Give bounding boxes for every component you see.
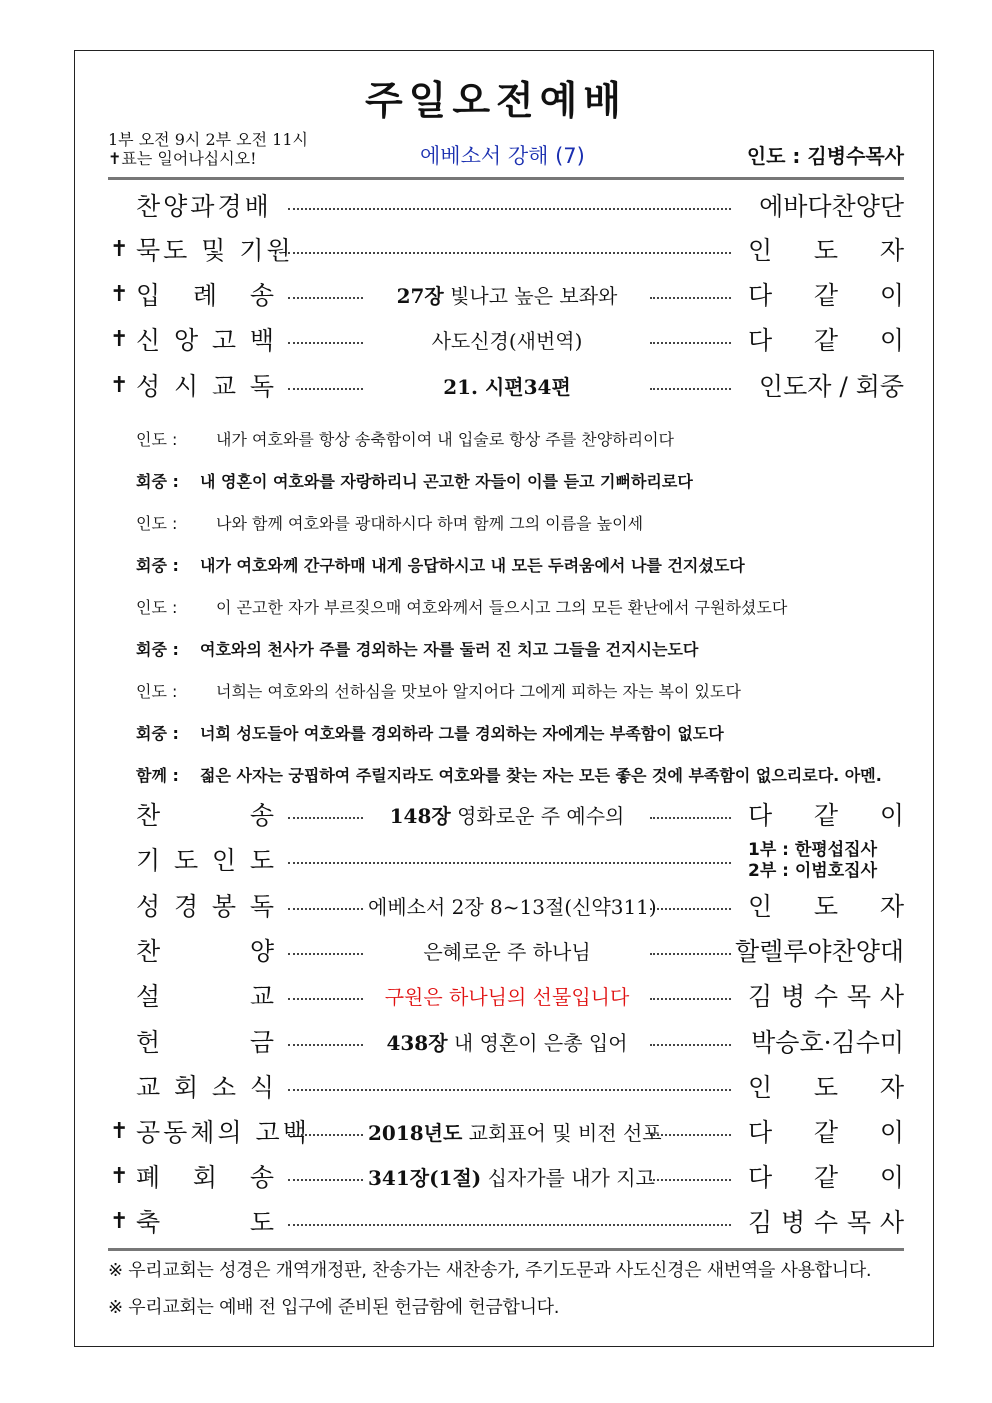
cross-icon: ✝ [110, 373, 129, 398]
reading-text: 내가 여호와께 간구하매 내게 응답하시고 내 모든 두려움에서 나를 건지셨도다 [200, 556, 745, 575]
reading-text: 너희 성도들아 여호와를 경외하라 그를 경외하는 자에게는 부족함이 없도다 [200, 724, 724, 743]
cross-icon: ✝ [110, 1119, 129, 1144]
dot-leader-right [650, 388, 731, 390]
responder-part: 인 [748, 1073, 773, 1102]
order-item-label [136, 801, 274, 831]
label-part: 묵도 및 기원 [136, 236, 294, 265]
order-item-label [136, 236, 294, 266]
dot-leader-right [650, 1044, 731, 1046]
order-item-label [136, 937, 274, 967]
dot-leader-left [288, 1179, 363, 1181]
dot-leader-left [288, 388, 363, 390]
footer-note-offering: ※ 우리교회는 예배 전 입구에 준비된 헌금함에 헌금합니다. [108, 1297, 560, 1318]
reading-speaker: 인도 : [136, 598, 178, 617]
order-row [0, 188, 992, 228]
responder-part: 자 [879, 892, 904, 921]
page-title: 주일오전예배 [364, 79, 628, 124]
reading-text: 내 영혼이 여호와를 자랑하리니 곤고한 자들이 이를 듣고 기뻐하리로다 [200, 472, 693, 491]
responder-part: 사 [879, 982, 904, 1011]
order-item-responder [748, 982, 904, 1012]
responsive-reading-line [136, 711, 896, 751]
dot-leader [288, 208, 731, 210]
order-row [0, 933, 992, 973]
order-item-label [136, 1028, 274, 1058]
content-text: 은혜로운 주 하나님 [423, 940, 591, 964]
label-part: 설 [136, 982, 161, 1011]
reading-text: 여호와의 천사가 주를 경외하는 자를 둘러 진 치고 그들을 건지시는도다 [200, 640, 699, 659]
responder-line: 1부 : 한평섭집사 [748, 840, 877, 860]
order-row [0, 368, 992, 408]
responsive-reading-line [136, 459, 896, 499]
hymn-number: 27장 [396, 284, 444, 308]
responder-part: 인도자 / 회중 [758, 372, 904, 401]
content-text: 교회표어 및 비전 선포 [462, 1121, 662, 1145]
label-part: 기 [136, 846, 161, 875]
responder-part: 이 [879, 281, 904, 310]
order-row [0, 842, 992, 882]
responder-part: 에바다찬양단 [759, 192, 904, 221]
responsive-reading-line [136, 543, 896, 583]
label-part: 례 [192, 281, 218, 310]
order-item-responder [748, 1208, 904, 1238]
label-part: 회 [192, 1163, 218, 1192]
order-item-label [136, 372, 274, 402]
reading-speaker: 회중 : [136, 556, 179, 575]
label-part: 폐 [136, 1163, 161, 1192]
responder-part: 같 [813, 326, 839, 355]
order-row [0, 1204, 992, 1244]
label-part: 축 [136, 1208, 161, 1237]
label-part: 송 [249, 281, 274, 310]
order-item-label [136, 326, 274, 356]
order-item-label [136, 1073, 274, 1103]
order-item-content [368, 894, 657, 920]
responder-part: 사 [879, 1208, 904, 1237]
responder-part: 다 [748, 1163, 773, 1192]
responsive-reading-line [136, 585, 896, 625]
responder-part: 다 [748, 326, 773, 355]
responder-part: 인 [748, 892, 773, 921]
content-text: 사도신경(새번역) [431, 329, 583, 353]
dot-leader-right [650, 908, 731, 910]
label-part: 도 [249, 846, 274, 875]
responder-part: 박승호·김수미 [751, 1028, 904, 1057]
reading-speaker: 인도 : [136, 430, 178, 449]
label-part: 금 [249, 1028, 274, 1057]
order-item-responder [734, 937, 904, 967]
label-part: 입 [136, 281, 161, 310]
order-item-label [136, 892, 274, 922]
reading-speaker: 인도 : [136, 514, 178, 533]
order-item-label [136, 1163, 274, 1193]
reading-text: 이 곤고한 자가 부르짖으매 여호와께서 들으시고 그의 모든 환난에서 구원하셨도다 [216, 598, 788, 617]
order-item-responder [748, 236, 904, 266]
responder-part: 같 [813, 1118, 839, 1147]
top-divider [108, 177, 904, 180]
label-part: 독 [249, 372, 274, 401]
dot-leader-right [650, 342, 731, 344]
order-item-responder [748, 192, 904, 222]
dot-leader-right [650, 297, 731, 299]
standing-note: ✝표는 일어나십시오! [108, 149, 257, 168]
order-item-label [136, 1118, 310, 1148]
reading-text: 젊은 사자는 궁핍하여 주릴지라도 여호와를 찾는 자는 모든 좋은 것에 부족함이 없으리로다. 아멘. [200, 766, 882, 785]
order-item-responder [748, 1028, 904, 1058]
label-part: 시 [173, 372, 199, 401]
label-part: 도 [173, 846, 199, 875]
service-schedule [108, 130, 308, 168]
order-item-label [136, 281, 274, 311]
label-part: 소 [211, 1073, 237, 1102]
dot-leader-left [288, 908, 363, 910]
dot-leader-right [650, 998, 731, 1000]
worship-leader: 인도 : 김병수목사 [746, 144, 904, 168]
label-part: 경 [173, 892, 199, 921]
order-item-content [368, 803, 646, 829]
reading-speaker: 회중 : [136, 472, 179, 491]
order-item-responder [748, 1163, 904, 1193]
bottom-divider [108, 1248, 904, 1251]
dot-leader-left [288, 1044, 363, 1046]
order-row [0, 277, 992, 317]
reading-speaker: 함께 : [136, 766, 179, 785]
order-row [0, 797, 992, 837]
label-part: 찬 [136, 937, 161, 966]
responder-part: 다 [748, 801, 773, 830]
responder-part: 다 [748, 1118, 773, 1147]
order-item-content [368, 939, 646, 965]
reading-speaker: 회중 : [136, 640, 179, 659]
order-row [0, 888, 992, 928]
responder-part: 이 [879, 1163, 904, 1192]
order-item-responder [748, 326, 904, 356]
dot-leader-left [288, 297, 363, 299]
order-item-label [136, 192, 274, 222]
responder-line: 2부 : 이범호집사 [748, 861, 877, 881]
responder-part: 도 [813, 892, 839, 921]
responder-part: 할렐루야찬양대 [734, 937, 904, 966]
order-item-responder [748, 372, 904, 402]
dot-leader-left [288, 953, 363, 955]
cross-icon: ✝ [110, 237, 129, 262]
responder-part: 병 [780, 1208, 806, 1237]
responsive-reading-line [136, 501, 896, 541]
order-item-content [368, 1030, 646, 1056]
label-part: 찬 [136, 801, 161, 830]
responder-part: 자 [879, 236, 904, 265]
responder-part: 인 [748, 236, 773, 265]
order-row [0, 1159, 992, 1199]
label-part: 교 [249, 982, 274, 1011]
responder-part: 도 [813, 1073, 839, 1102]
content-text: 십자가를 내가 지고 [481, 1166, 655, 1190]
responder-part: 같 [813, 1163, 839, 1192]
content-text: 영화로운 주 예수의 [450, 804, 625, 828]
responder-part: 같 [813, 801, 839, 830]
label-part: 도 [249, 1208, 274, 1237]
order-row [0, 322, 992, 362]
dot-leader [288, 252, 731, 254]
order-item-responder [748, 801, 904, 831]
responsive-reading-line [136, 627, 896, 667]
order-item-content [368, 328, 646, 354]
reading-speaker: 회중 : [136, 724, 179, 743]
label-part: 교 [136, 1073, 161, 1102]
dot-leader [288, 862, 731, 864]
responsive-reading-line [136, 753, 896, 793]
label-part: 신 [136, 326, 161, 355]
content-text: 에베소서 2장 8~13절(신약311) [368, 895, 657, 919]
label-part: 인 [211, 846, 237, 875]
responsive-reading-line [136, 669, 896, 709]
responder-part: 도 [813, 236, 839, 265]
reading-text: 너희는 여호와의 선하심을 맛보아 알지어다 그에게 피하는 자는 복이 있도다 [216, 682, 741, 701]
order-item-responder [748, 892, 904, 922]
cross-icon: ✝ [110, 1164, 129, 1189]
reading-text: 내가 여호와를 항상 송축함이여 내 입술로 항상 주를 찬양하리이다 [216, 430, 675, 449]
hymn-number: 341장(1절) [368, 1166, 482, 1190]
label-part: 봉 [211, 892, 237, 921]
responder-part: 자 [879, 1073, 904, 1102]
responder-part: 목 [846, 982, 872, 1011]
content-text: 내 영혼이 은총 입어 [447, 1031, 628, 1055]
order-item-responder [748, 281, 904, 311]
label-part: 독 [249, 892, 274, 921]
hymn-number: 438장 [386, 1031, 448, 1055]
order-row [0, 232, 992, 272]
label-part: 찬양과경배 [136, 192, 272, 221]
order-item-responder [748, 1118, 904, 1148]
label-part: 교 [211, 372, 237, 401]
responder-part: 김 [748, 982, 773, 1011]
order-row [0, 1024, 992, 1064]
dot-leader-left [288, 342, 363, 344]
dot-leader-right [650, 953, 731, 955]
label-part: 회 [173, 1073, 199, 1102]
responder-part: 이 [879, 801, 904, 830]
content-text: 구원은 하나님의 선물입니다 [384, 985, 630, 1009]
dot-leader-right [650, 1179, 731, 1181]
responder-part: 다 [748, 281, 773, 310]
cross-icon: ✝ [110, 1209, 129, 1234]
dot-leader-left [288, 817, 363, 819]
dot-leader [288, 1089, 731, 1091]
label-part: 식 [249, 1073, 274, 1102]
order-item-content [368, 374, 646, 400]
order-item-content [368, 283, 646, 309]
content-text: 빛나고 높은 보좌와 [443, 284, 618, 308]
order-row [0, 978, 992, 1018]
responder-part: 목 [846, 1208, 872, 1237]
order-item-content [368, 1165, 655, 1191]
dot-leader-left [288, 1134, 363, 1136]
schedule-times: 1부 오전 9시 2부 오전 11시 [108, 130, 308, 149]
footer-note-bible: ※ 우리교회는 성경은 개역개정판, 찬송가는 새찬송가, 주기도문과 사도신경은 새번역을 사용합니다. [108, 1260, 872, 1281]
responsive-reading-line [136, 417, 896, 457]
order-row [0, 1114, 992, 1154]
label-part: 백 [249, 326, 274, 355]
cross-icon: ✝ [110, 282, 129, 307]
label-part: 고 [211, 326, 237, 355]
label-part: 성 [136, 892, 161, 921]
order-item-label [136, 846, 274, 876]
reading-speaker: 인도 : [136, 682, 178, 701]
responder-part: 수 [813, 982, 839, 1011]
label-part: 헌 [136, 1028, 161, 1057]
order-item-content [368, 1120, 662, 1146]
dot-leader [288, 1224, 731, 1226]
order-item-label [136, 1208, 274, 1238]
label-part: 송 [249, 801, 274, 830]
label-part: 성 [136, 372, 161, 401]
order-item-responder [748, 1073, 904, 1103]
dot-leader-left [288, 998, 363, 1000]
responder-part: 같 [813, 281, 839, 310]
order-item-label [136, 982, 274, 1012]
hymn-number: 2018년도 [368, 1121, 463, 1145]
responder-part: 수 [813, 1208, 839, 1237]
label-part: 앙 [173, 326, 199, 355]
label-part: 공동체의 고백 [136, 1118, 310, 1147]
cross-icon: ✝ [110, 327, 129, 352]
reading-text: 나와 함께 여호와를 광대하시다 하며 함께 그의 이름을 높이세 [216, 514, 644, 533]
hymn-number: 148장 [389, 804, 451, 828]
sermon-series: 에베소서 강해 (7) [420, 144, 585, 168]
label-part: 송 [249, 1163, 274, 1192]
hymn-number: 21. 시편34편 [443, 375, 571, 399]
responder-part: 이 [879, 1118, 904, 1147]
dot-leader-right [650, 1134, 731, 1136]
responder-part: 이 [879, 326, 904, 355]
order-item-responder [748, 840, 904, 882]
responder-part: 병 [780, 982, 806, 1011]
dot-leader-right [650, 817, 731, 819]
responder-part: 김 [748, 1208, 773, 1237]
order-row [0, 1069, 992, 1109]
order-item-content [368, 984, 646, 1010]
label-part: 양 [249, 937, 274, 966]
